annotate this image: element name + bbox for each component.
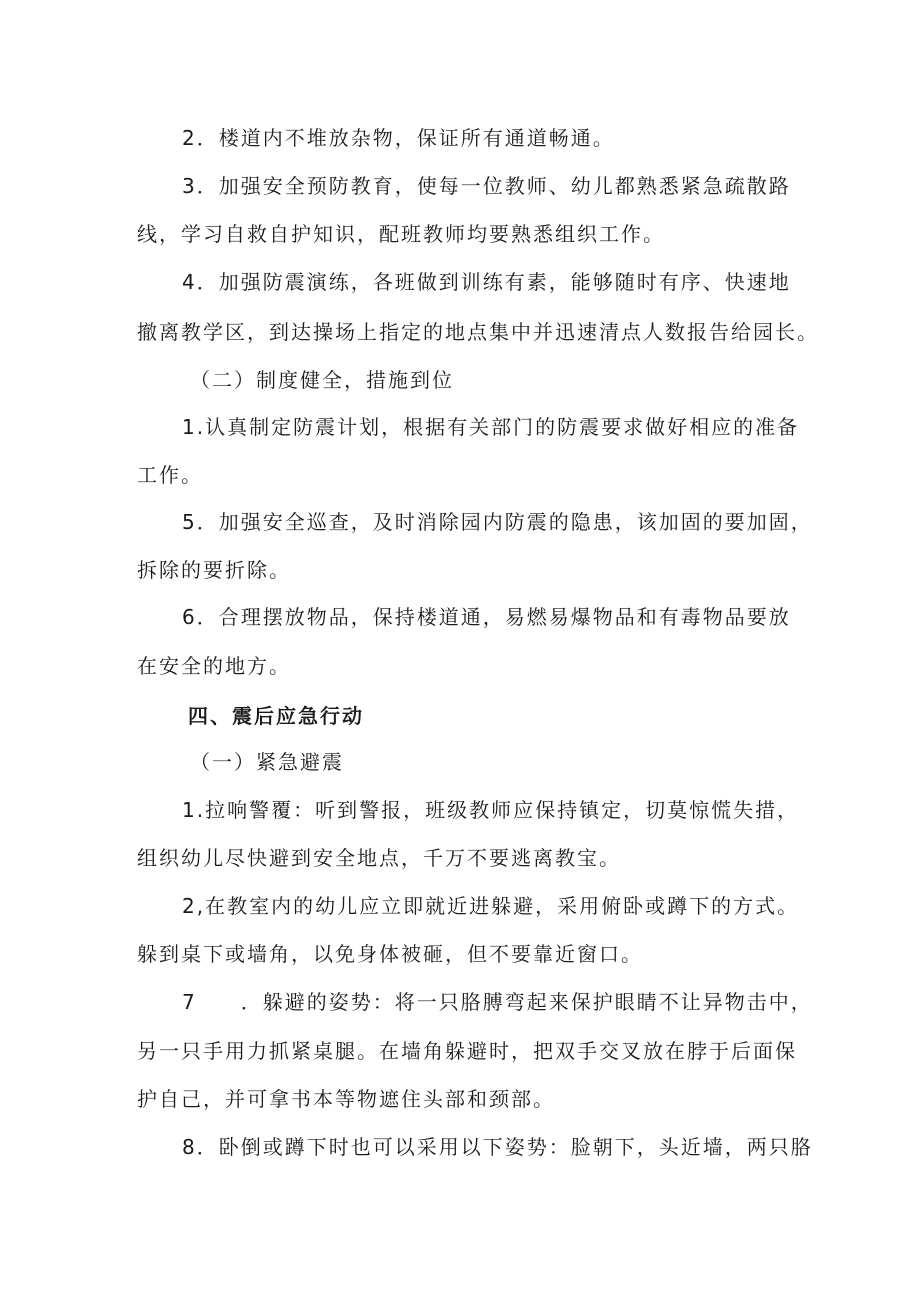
paragraph-line: 4．加强防震演练，各班做到训练有素，能够随时有序、快速地	[182, 270, 791, 294]
paragraph-line: 撤离教学区，到达操场上指定的地点集中并迅速清点人数报告给园长。	[137, 320, 819, 344]
paragraph-line: 7 ．躲避的姿势：将一只胳膊弯起来保护眼睛不让异物击中，	[182, 990, 813, 1014]
paragraph-line: 6．合理摆放物品，保持楼道通，易燃易爆物品和有毒物品要放	[182, 605, 791, 629]
paragraph-line: 另一只手用力抓紧桌腿。在墙角躲避时，把双手交叉放在脖于后面保	[137, 1039, 797, 1063]
paragraph-line: 2,在教室内的幼儿应立即就近进躲避，采用俯卧或蹲下的方式。	[182, 894, 800, 918]
paragraph-line: 护自己，并可拿书本等物遮住头部和颈部。	[137, 1087, 555, 1111]
paragraph-line: 1.拉响警覆：听到警报，班级教师应保持镇定，切莫惊慌失措，	[182, 798, 800, 822]
paragraph-line: 3．加强安全预防教育，使每一位教师、幼儿都熟悉紧急疏散路	[182, 174, 791, 198]
section-subheading: （一）紧急避震	[190, 750, 344, 774]
section-heading: 四、震后应急行动	[188, 704, 364, 728]
paragraph-line: 5．加强安全巡查，及时消除园内防震的隐患，该加固的要加固，	[182, 510, 813, 534]
paragraph-line: 2．楼道内不堆放杂物，保证所有通道畅通。	[182, 126, 615, 150]
section-subheading: （二）制度健全，措施到位	[190, 368, 454, 392]
paragraph-line: 在安全的地方。	[137, 654, 291, 678]
paragraph-line: 工作。	[137, 463, 203, 487]
paragraph-line: 组织幼儿尽快避到安全地点，千万不要逃离教宝。	[137, 846, 621, 870]
paragraph-line: 8．卧倒或蹲下时也可以采用以下姿势：脸朝下，头近墙，两只胳	[182, 1135, 813, 1159]
paragraph-line: 拆除的要折除。	[137, 558, 291, 582]
paragraph-line: 1.认真制定防震计划，根据有关部门的防震要求做好相应的准备	[182, 415, 800, 439]
paragraph-line: 躲到桌下或墙角，以免身体被砸，但不要靠近窗口。	[137, 942, 643, 966]
paragraph-line: 线，学习自救自护知识，配班教师均要熟悉组织工作。	[137, 222, 665, 246]
